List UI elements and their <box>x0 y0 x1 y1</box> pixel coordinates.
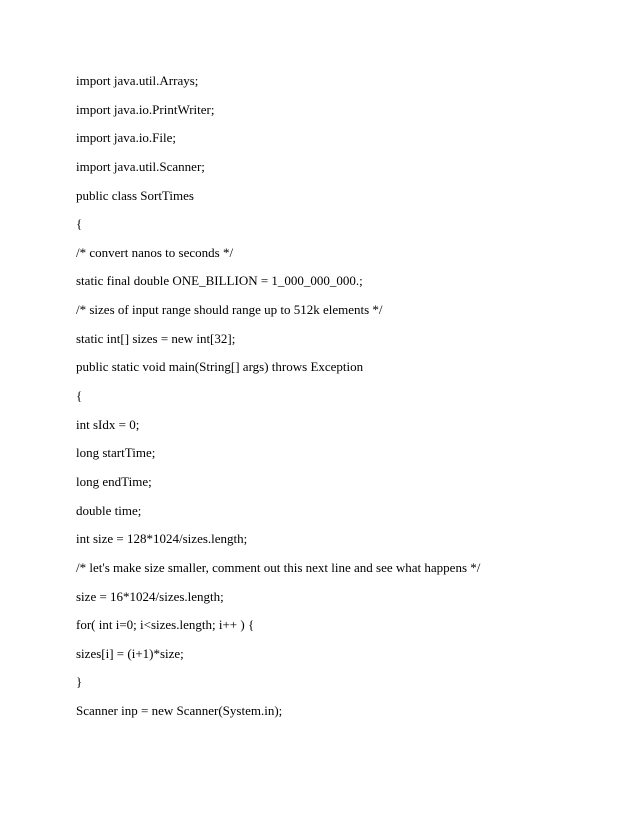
code-line: { <box>76 388 83 404</box>
code-line: size = 16*1024/sizes.length; <box>76 588 224 604</box>
code-line: /* let's make size smaller, comment out this next line and see what happens */ <box>76 559 481 575</box>
code-line: static final double ONE_BILLION = 1_000_000_000.; <box>76 273 363 289</box>
code-line: import java.util.Scanner; <box>76 158 205 174</box>
code-line: Scanner inp = new Scanner(System.in); <box>76 703 283 719</box>
code-line: /* convert nanos to seconds */ <box>76 244 234 260</box>
code-line: public class SortTimes <box>76 187 194 203</box>
code-line: long startTime; <box>76 445 156 461</box>
code-line: sizes[i] = (i+1)*size; <box>76 645 184 661</box>
code-line: double time; <box>76 502 142 518</box>
code-line: /* sizes of input range should range up to 512k elements */ <box>76 302 383 318</box>
code-line: static int[] sizes = new int[32]; <box>76 330 236 346</box>
code-line: } <box>76 674 83 690</box>
code-line: for( int i=0; i<sizes.length; i++ ) { <box>76 617 255 633</box>
code-line: int sIdx = 0; <box>76 416 140 432</box>
code-line: int size = 128*1024/sizes.length; <box>76 531 248 547</box>
code-line: import java.util.Arrays; <box>76 73 199 88</box>
code-line: import java.io.File; <box>76 130 177 146</box>
code-line: { <box>76 216 83 232</box>
code-line: long endTime; <box>76 473 152 489</box>
code-line: public static void main(String[] args) throws Exception <box>76 359 364 375</box>
code-line: import java.io.PrintWriter; <box>76 101 215 117</box>
code-listing <box>76 72 480 731</box>
